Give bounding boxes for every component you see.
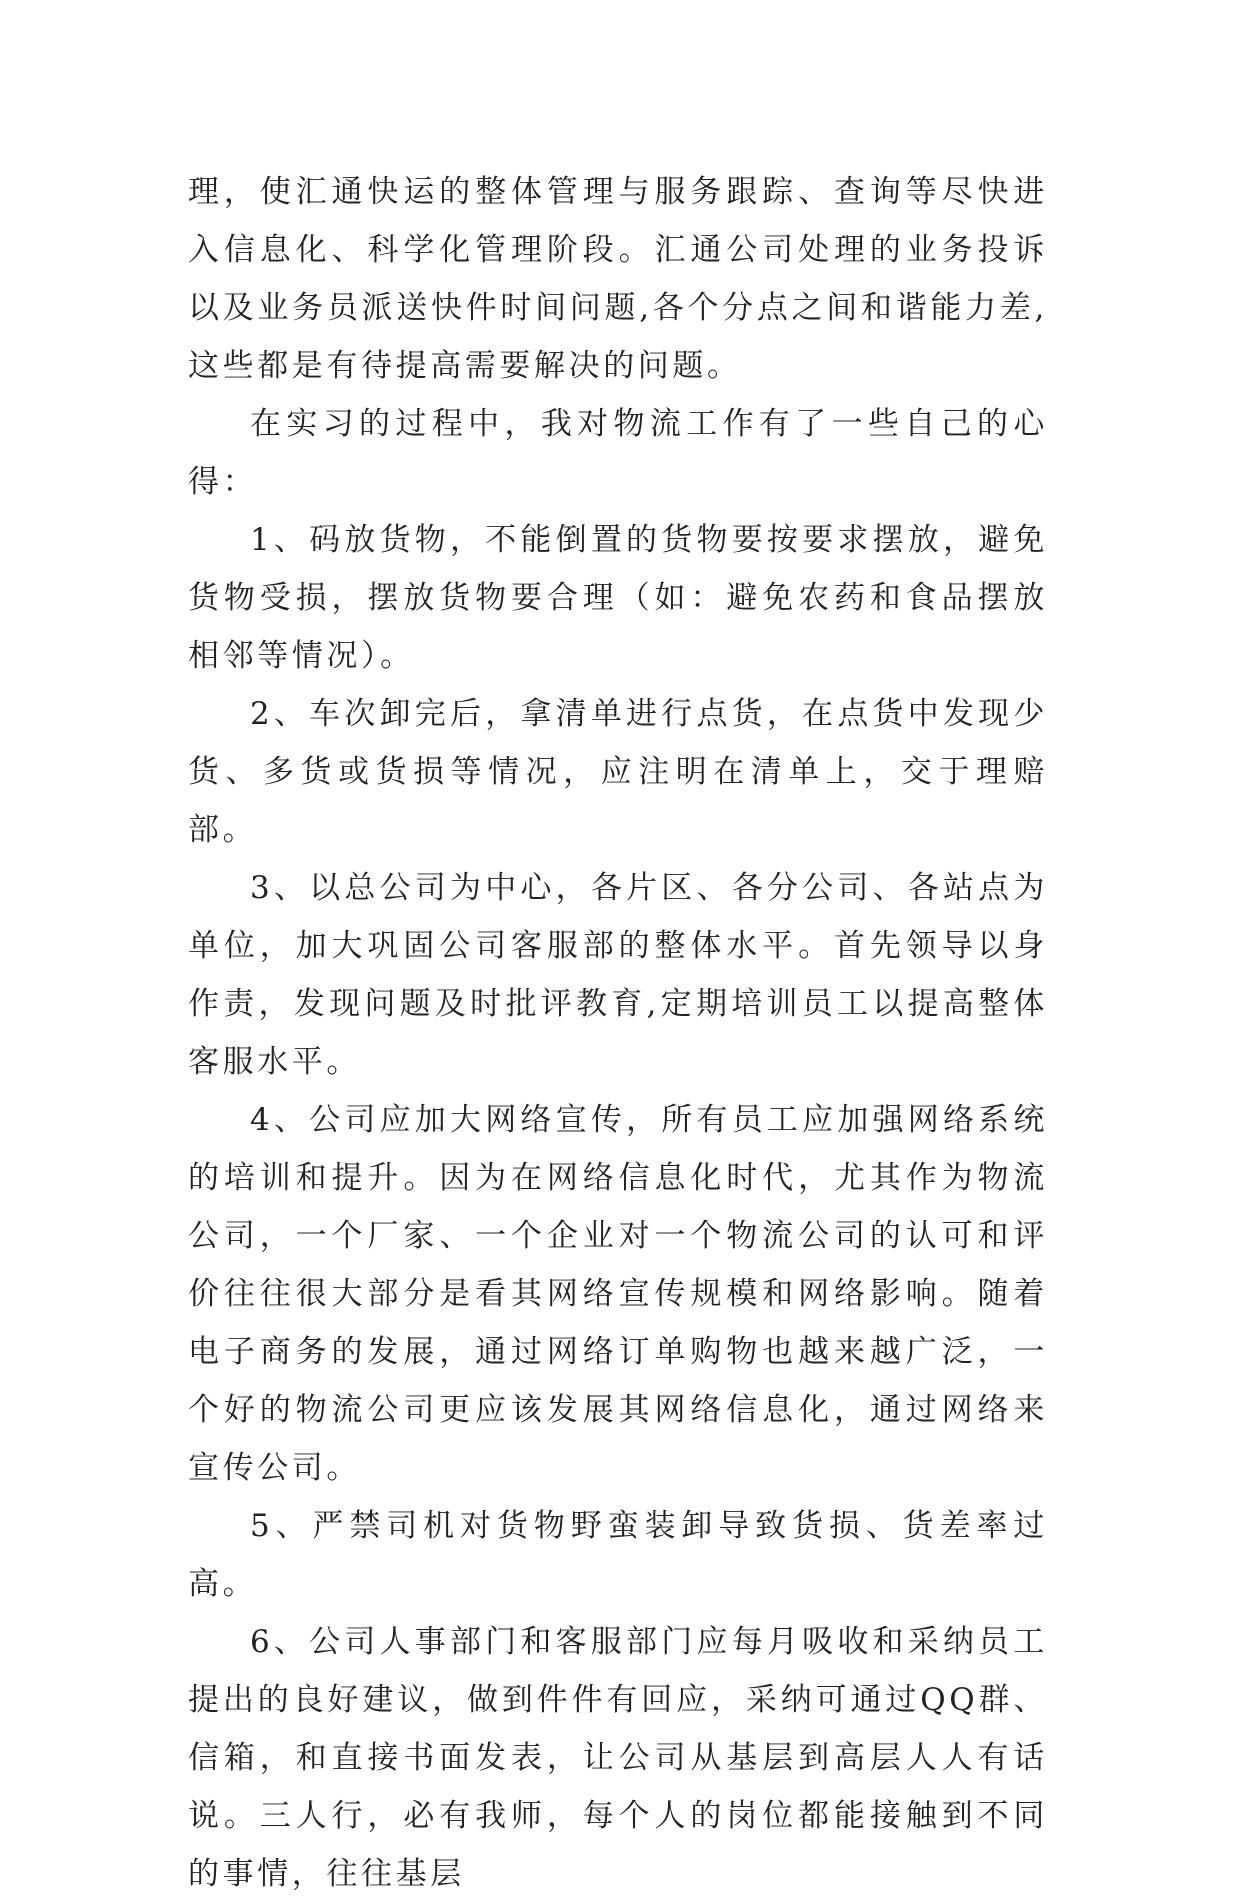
paragraph-item-2: 2、车次卸完后，拿清单进行点货，在点货中发现少货、多货或货损等情况，应注明在清单上，交于理赔部。 — [188, 696, 1048, 848]
paragraph-item-6: 6、公司人事部门和客服部门应每月吸收和采纳员工提出的良好建议，做到件件有回应，采纳可通过QQ群、信箱，和直接书面发表，让公司从基层到高层人人有话说。三人行，必有我师，每个人的岗位都能接触到不同的事情，往往基层 — [188, 1624, 1048, 1892]
paragraph-item-5: 5、严禁司机对货物野蛮装卸导致货损、货差率过高。 — [188, 1508, 1048, 1602]
paragraph-continuation: 理，使汇通快运的整体管理与服务跟踪、查询等尽快进入信息化、科学化管理阶段。汇通公司处理的业务投诉以及业务员派送快件时间问题,各个分点之间和谐能力差,这些都是有待提高需要解决的问题。 — [188, 174, 1048, 384]
paragraph-item-3: 3、以总公司为中心，各片区、各分公司、各站点为单位，加大巩固公司客服部的整体水平。首先领导以身作责，发现问题及时批评教育,定期培训员工以提高整体客服水平。 — [188, 870, 1048, 1080]
paragraph-intro: 在实习的过程中，我对物流工作有了一些自己的心得： — [188, 406, 1048, 500]
document-body — [188, 163, 1048, 1903]
paragraph-item-4: 4、公司应加大网络宣传，所有员工应加强网络系统的培训和提升。因为在网络信息化时代，尤其作为物流公司，一个厂家、一个企业对一个物流公司的认可和评价往往很大部分是看其网络宣传规模和网络影响。随着电子商务的发展，通过网络订单购物也越来越广泛，一个好的物流公司更应该发展其网络信息化，通过网络来宣传公司。 — [188, 1102, 1048, 1486]
paragraph-item-1: 1、码放货物，不能倒置的货物要按要求摆放，避免货物受损，摆放货物要合理（如：避免农药和食品摆放相邻等情况）。 — [188, 522, 1048, 674]
